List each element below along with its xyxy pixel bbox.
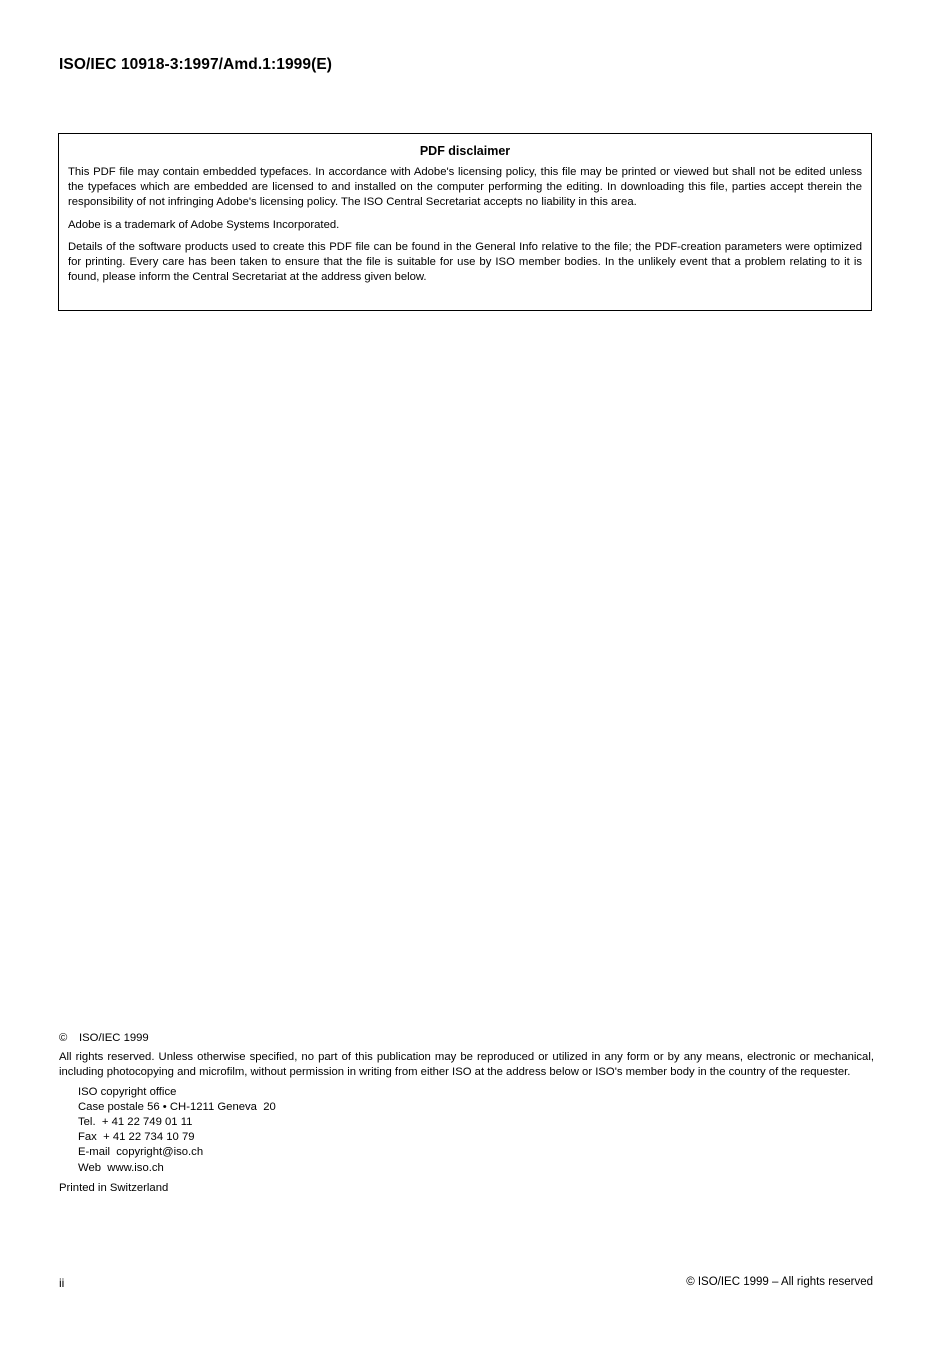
address-line: Web www.iso.ch: [78, 1161, 164, 1174]
printed-in: Printed in Switzerland: [59, 1181, 169, 1194]
address-line: ISO copyright office: [78, 1085, 177, 1098]
address-line: E-mail copyright@iso.ch: [78, 1146, 204, 1159]
footer-copyright: © ISO/IEC 1999 – All rights reserved: [686, 1276, 873, 1288]
address-line: Tel. + 41 22 749 01 11: [78, 1116, 193, 1129]
disclaimer-paragraph: Details of the software products used to create this PDF file can be found in the General Info relative to the file; the PDF-creation parameters were optimized for printing. Every care has been taken to ensure that the file is suitable for use by ISO member bodies. In the unlikely event that a problem relating to it is found, please inform the Central Secretariat at the address given below.: [68, 240, 862, 284]
copyright-office-address: [78, 1085, 874, 1176]
address-line: Case postale 56 • CH-1211 Geneva 20: [78, 1100, 276, 1113]
copyright-holder: ISO/IEC 1999: [79, 1032, 149, 1044]
copyright-block: [59, 1031, 874, 1196]
copyright-notice: [59, 1031, 874, 1046]
disclaimer-paragraph: This PDF file may contain embedded typefaces. In accordance with Adobe's licensing policy, this file may be printed or viewed but shall not be edited unless the typefaces which are embedded are licensed to and installed on the computer performing the editing. In downloading this file, parties accept therein the responsibility of not infringing Adobe's licensing policy. The ISO Central Secretariat accepts no liability in this area.: [68, 166, 862, 209]
rights-statement: All rights reserved. Unless otherwise specified, no part of this publication may be reproduced or utilized in any form or by any means, electronic or mechanical, including photocopying and microfilm, without permission in writing from either ISO at the address below or ISO's member body in the country of the requester.: [59, 1051, 874, 1079]
document-header: ISO/IEC 10918-3:1997/Amd.1:1999(E): [59, 56, 333, 73]
disclaimer-title: PDF disclaimer: [419, 144, 511, 158]
disclaimer-paragraph: Adobe is a trademark of Adobe Systems Incorporated.: [68, 218, 340, 231]
copyright-symbol: ©: [59, 1032, 68, 1044]
page-number: ii: [59, 1276, 65, 1290]
address-line: Fax + 41 22 734 10 79: [78, 1131, 195, 1144]
pdf-disclaimer-box: [58, 133, 872, 311]
